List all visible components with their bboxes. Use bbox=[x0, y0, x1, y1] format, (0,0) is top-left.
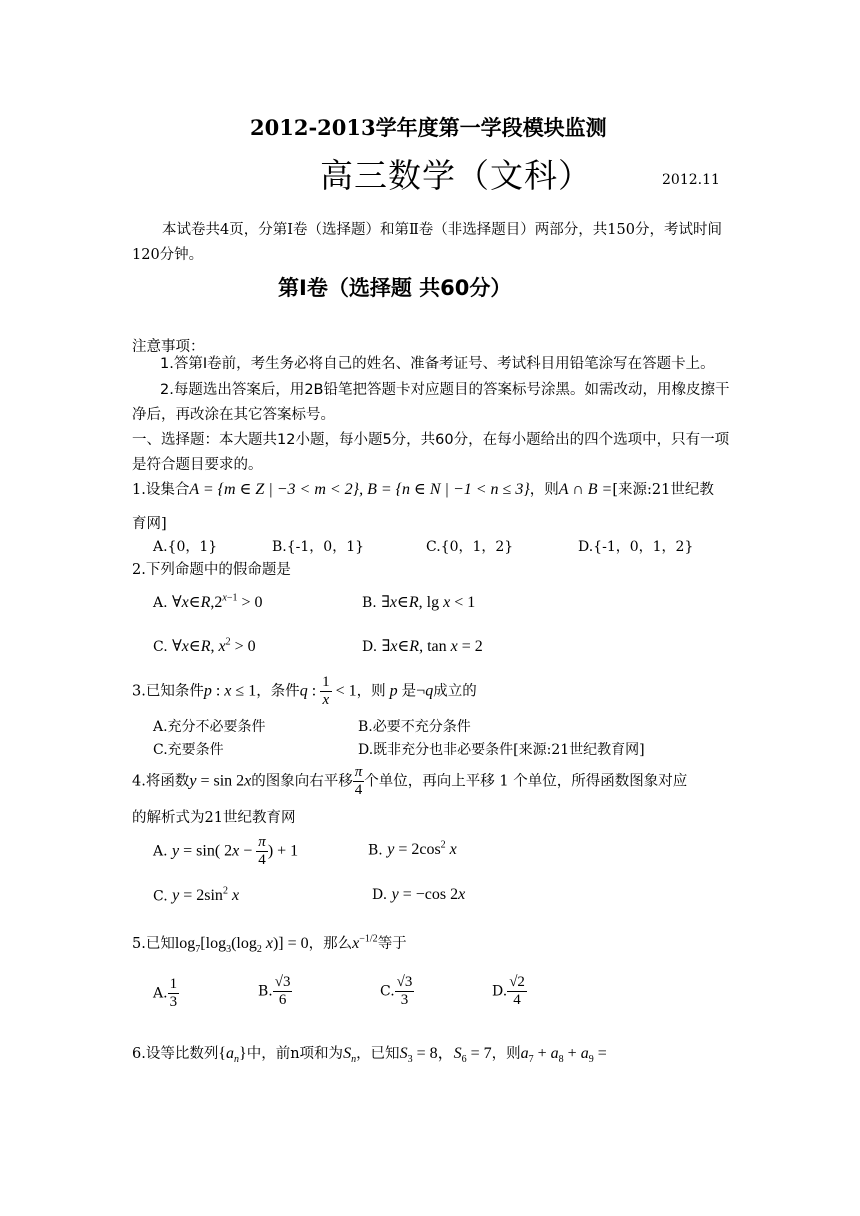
notice-heading: 注意事项： bbox=[132, 339, 205, 355]
q3-option-b: B.必要不充分条件 bbox=[358, 719, 471, 735]
notice-item-1: 1.答第Ⅰ卷前，考生务必将自己的姓名、准备考证号、考试科目用铅笔涂写在答题卡上。 bbox=[160, 356, 715, 372]
q5-option-c: C. $\frac{√3}{3}$ bbox=[380, 974, 413, 1008]
q4-stem-cont: 的解析式为21世纪教育网 bbox=[132, 810, 296, 826]
q5-option-a-label: A. bbox=[153, 985, 168, 1002]
q4-option-c: C. $y = 2\sin^2$ x bbox=[153, 886, 240, 905]
part1-instructions: 一、选择题：本大题共12小题，每小题5分，共60分，在每小题给出的四个选项中，只有一项是符合题目要求的。 bbox=[132, 432, 730, 473]
q3-option-c: C.充要条件 bbox=[153, 742, 224, 758]
q5-stem-b: ，那么 bbox=[308, 936, 353, 952]
q1-sets: A = {m ∈ Z | −3 < m < 2}, B = {n ∈ N | −1 < n ≤ 3} bbox=[189, 481, 530, 498]
question-3: 3.已知条件p : x ≤ 1，条件q : $\frac{1}{x}$ < 1，则 p 是¬q成立的 bbox=[132, 674, 477, 708]
q5-option-c-label: C. bbox=[380, 983, 395, 1000]
q4-option-a: A. y = sin( 2x − $\frac{\pi}{4}$ ) + 1 bbox=[153, 834, 299, 868]
q2-option-c: C. ∀x∈R, $x^2 > 0$ bbox=[153, 636, 256, 655]
q3-stem-c: ，则 bbox=[356, 683, 386, 700]
question-4: 4.将函数y = sin 2x的图象向右平移 $\frac{\pi}{4}$ 个单位，再向上平移 1 个单位，所得函数图象对应 bbox=[132, 764, 688, 798]
q1-expr: A ∩ B = bbox=[558, 481, 613, 498]
q6-stem-a: 6.设等比数列 bbox=[132, 1046, 219, 1062]
q2-option-d-label: D. bbox=[362, 639, 378, 655]
q3-option-a: A.充分不必要条件 bbox=[153, 719, 266, 735]
q2-option-a-label: A. bbox=[153, 595, 168, 611]
q4-option-c-label: C. bbox=[153, 888, 168, 905]
exam-title: 2012-2013学年度第一学段模块监测 bbox=[250, 115, 607, 140]
question-5: 5.已知$\log_7[\log_3(\log_2$ x)] = 0，那么$x^{-1/2}$等于 bbox=[132, 933, 407, 956]
section-title: 第Ⅰ卷（选择题 共60分） bbox=[278, 276, 512, 300]
question-2: 2.下列命题中的假命题是 bbox=[132, 562, 291, 578]
q3-stem-a: 3.已知条件 bbox=[132, 683, 204, 700]
q5-option-d: D. $\frac{√2}{4}$ bbox=[492, 974, 525, 1008]
q1-source: [来源:21世纪教 bbox=[612, 482, 714, 498]
q1-source-cont: 育网] bbox=[132, 516, 167, 532]
q6-stem-b: 中，前n项和为 bbox=[246, 1046, 344, 1062]
q6-stem-c: ，已知 bbox=[356, 1046, 400, 1062]
q1-option-b: B.{-1，0，1} bbox=[272, 539, 365, 555]
q4-option-b-label: B. bbox=[368, 842, 383, 859]
q2-option-c-label: C. bbox=[153, 639, 168, 655]
q1-option-d: D.{-1，0，1，2} bbox=[578, 539, 694, 555]
q5-option-a: A. $\frac{1}{3}$ bbox=[153, 976, 178, 1010]
q4-option-a-label: A. bbox=[153, 843, 168, 860]
q5-option-d-label: D. bbox=[492, 983, 508, 1000]
q5-option-b-label: B. bbox=[258, 983, 273, 1000]
q2-option-b: B. ∃x∈R, lg x < 1 bbox=[362, 594, 476, 611]
subject-title: 高三数学（文科） bbox=[320, 156, 592, 195]
q4-option-d: D. y = −cos 2x bbox=[372, 886, 466, 903]
intro-paragraph: 本试卷共4页，分第Ⅰ卷（选择题）和第Ⅱ卷（非选择题目）两部分，共150分，考试时间120分钟。 bbox=[132, 222, 722, 263]
question-1 bbox=[132, 478, 714, 499]
q1-prefix: 1.设集合 bbox=[132, 482, 190, 498]
q1-option-c: C.{0，1，2} bbox=[426, 539, 514, 555]
q3-option-d: D.既非充分也非必要条件[来源:21世纪教育网] bbox=[358, 742, 645, 758]
q1-then: ，则 bbox=[529, 482, 559, 498]
q4-stem-b: 的图象向右平移 bbox=[251, 773, 353, 790]
q3-stem-e: 成立的 bbox=[433, 683, 477, 700]
q5-stem-a: 5.已知 bbox=[132, 936, 175, 952]
q3-stem-b: ，条件 bbox=[256, 683, 300, 700]
q6-stem-d: ，则 bbox=[491, 1046, 521, 1062]
q4-option-d-label: D. bbox=[372, 887, 388, 903]
q4-option-b: B. $y = 2\cos^2$ x bbox=[368, 840, 457, 859]
q4-stem-a: 4.将函数 bbox=[132, 773, 190, 790]
q3-stem-d: 是 bbox=[401, 683, 417, 700]
notice-item-2: 2.每题选出答案后，用2B铅笔把答题卡对应题目的答案标号涂黑。如需改动，用橡皮擦干净后，再改涂在其它答案标号。 bbox=[132, 382, 730, 423]
q2-option-b-label: B. bbox=[362, 595, 377, 611]
q1-option-a: A.{0，1} bbox=[153, 539, 218, 555]
q2-option-d: D. ∃x∈R, tan x = 2 bbox=[362, 638, 483, 655]
q4-stem-c: 个单位，再向上平移 1 个单位，所得函数图象对应 bbox=[364, 773, 688, 790]
q5-option-b: B. $\frac{√3}{6}$ bbox=[258, 974, 291, 1008]
exam-date: 2012.11 bbox=[662, 172, 720, 188]
q5-stem-c: 等于 bbox=[377, 936, 407, 952]
question-6: 6.设等比数列$\{a_n\}$中，前n项和为$S_n$，已知$S_3 = 8$，$S_6 = 7$，则$a_7 + a_8 + a_9$ = bbox=[132, 1045, 607, 1066]
q2-option-a: A. $\forall x\in R,2^{x-1} > 0$ bbox=[153, 592, 263, 611]
